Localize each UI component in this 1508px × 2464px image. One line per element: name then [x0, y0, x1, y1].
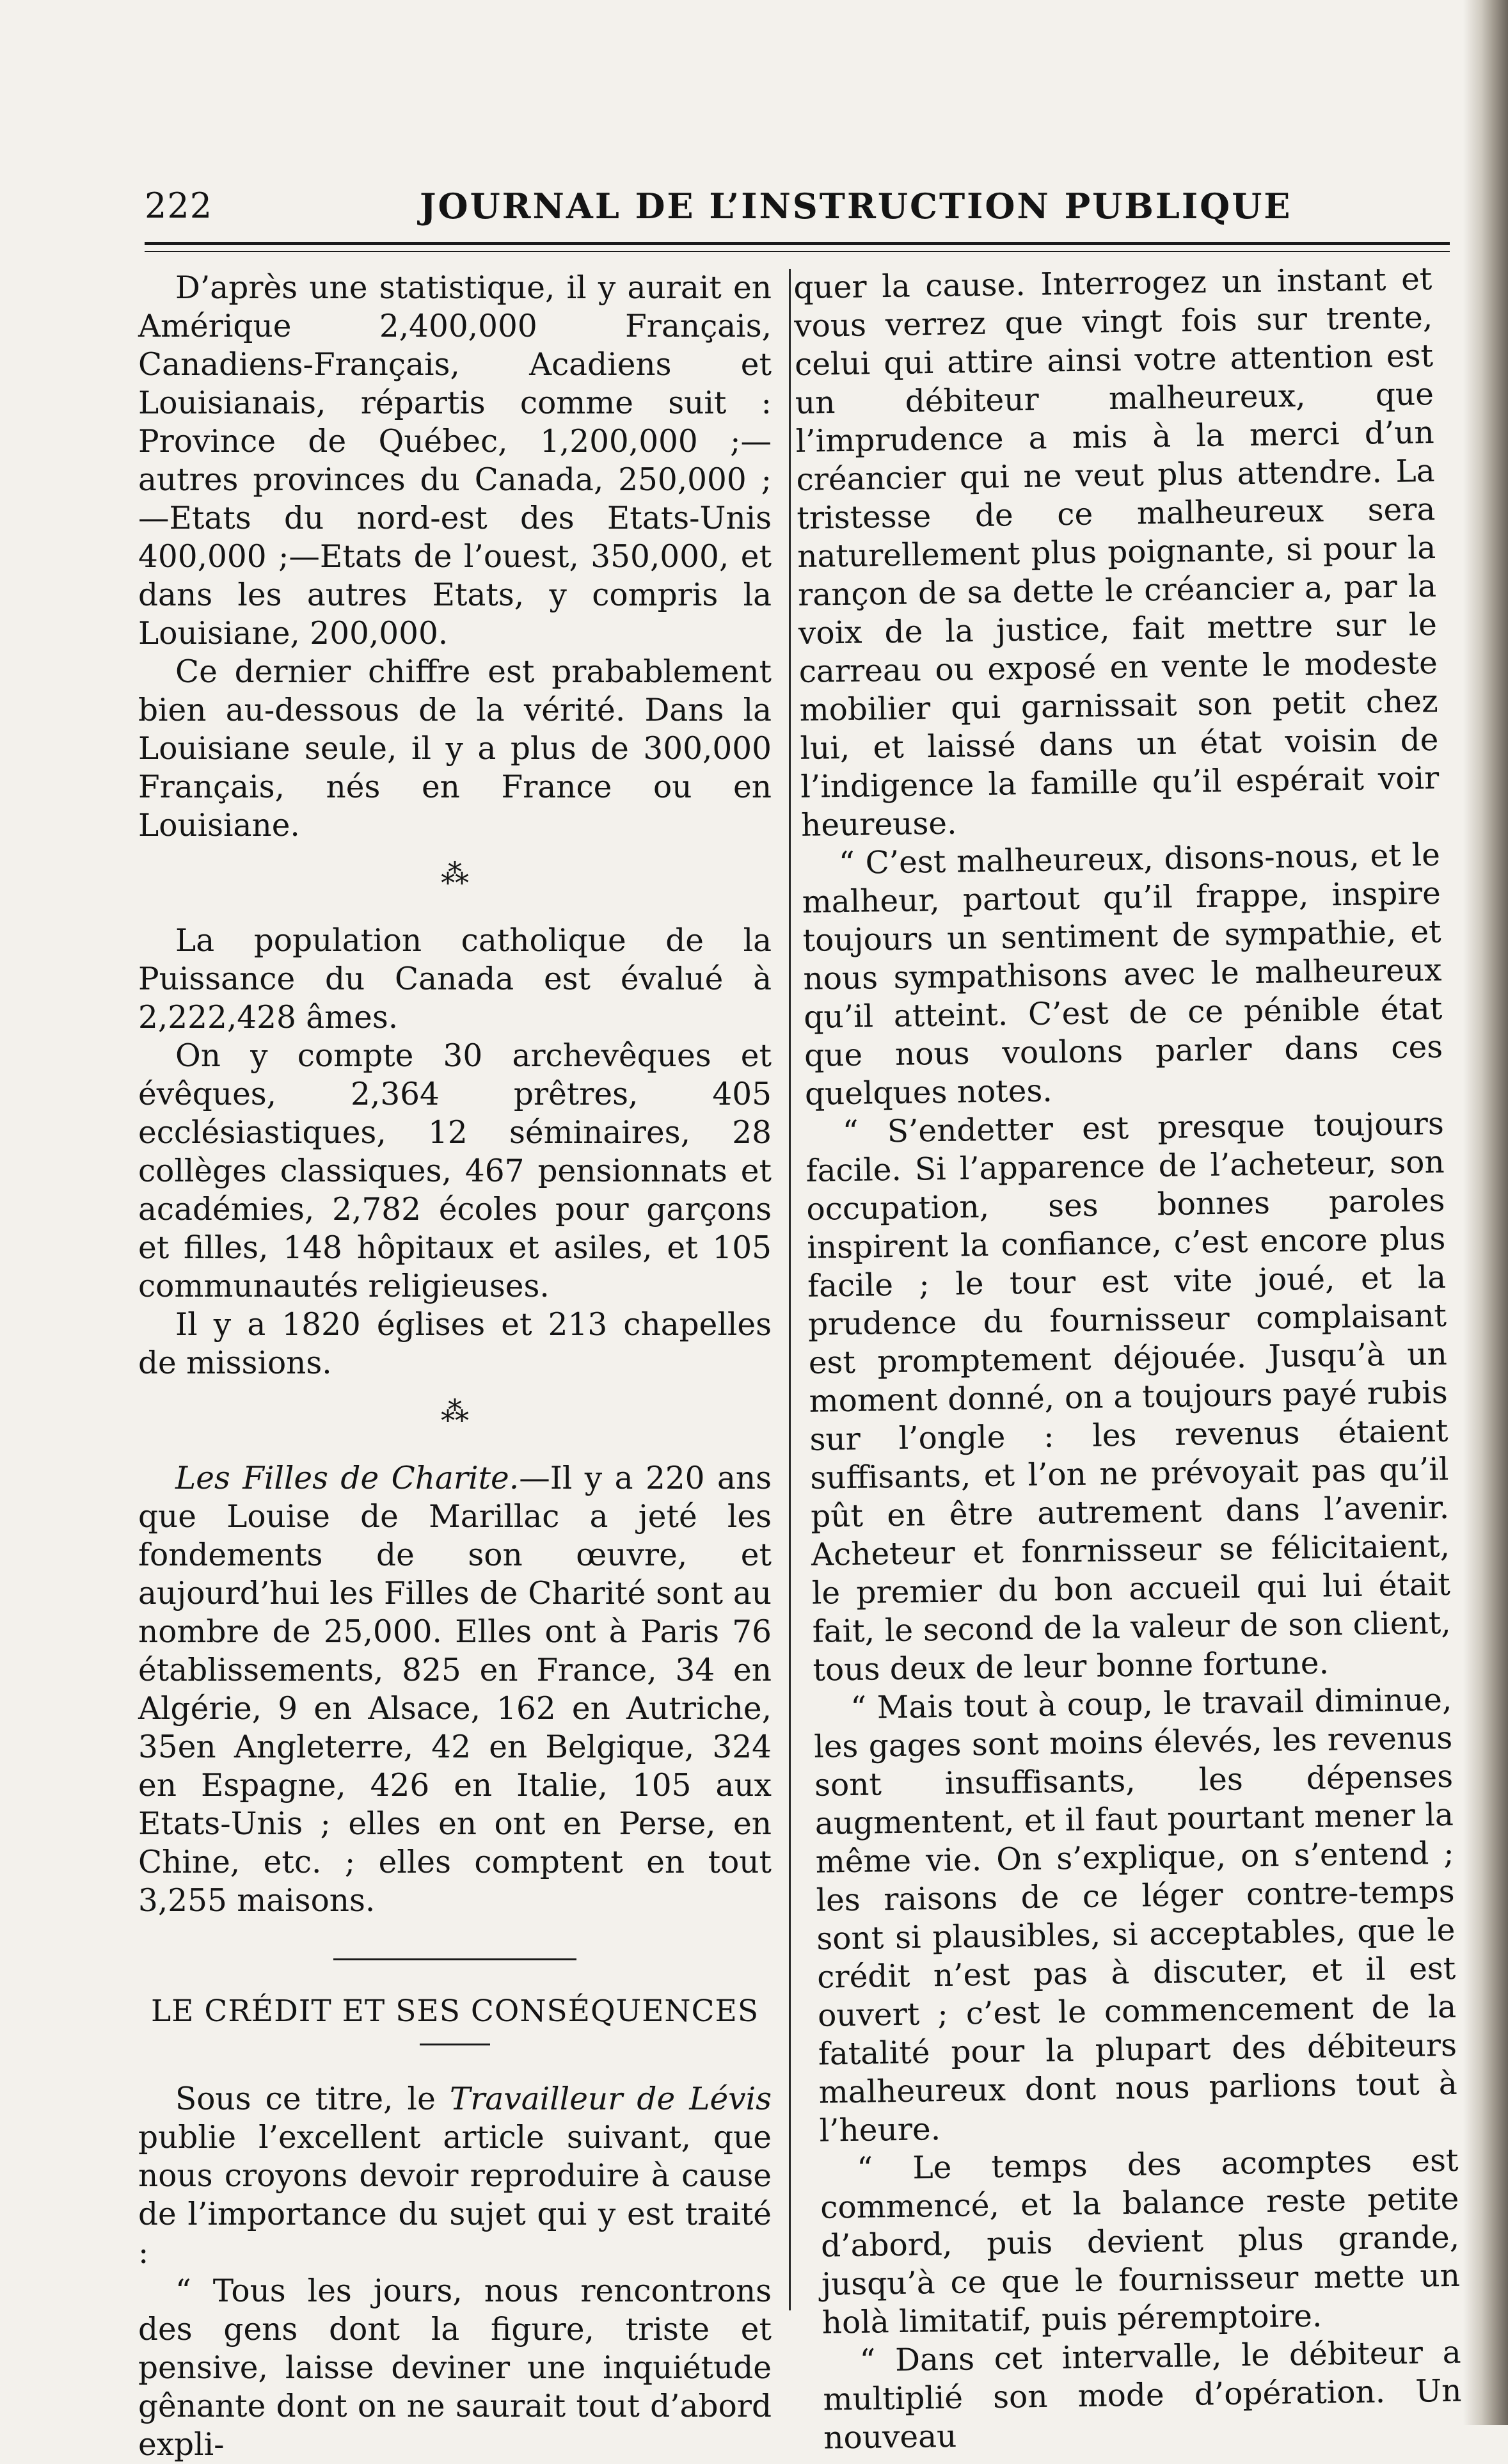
paragraph-debt-easy: “ S’endetter est presque toujours facile. Si l’apparence de l’acheteur, son occupation, ses bonnes paroles inspirent la confiance, c’est encore plus facile ; le tour est vite joué, et la prudence du fournisseur complaisant est promptement déjouée. Jusqu’à un moment donné, on a toujours payé rubis sur l’ongle : les revenus étaient suffisants, et l’on ne prévoyait pas qu’il pût en être autrement dans l’avenir. Acheteur et fonrnisseur se félicitaient, le premier du bon accueil qui lui était fait, le second de la valeur de son client, tous deux de leur bonne fortune. [806, 1105, 1452, 1688]
paragraph-article-start: “ Tous les jours, nous rencontrons des gens dont la figure, triste et pensive, laisse deviner une inquiétude gênante dont on ne saurait tout d’abord expli- [138, 2273, 772, 2463]
asterism-divider: ⁂ [441, 858, 469, 891]
paragraph-statistics: D’après une statistique, il y aurait en Amérique 2,400,000 Français, Canadiens-Français, Acadiens et Louisianais, répartis comme suit : Province de Québec, 1,200,000 ;—autres provinces du Canada, 250,000 ;—Etats du nord-est des Etats-Unis 400,000 ;—Etats de l’ouest, 350,000, et dans les autres Etats, y compris la Louisiane, 200,000. [138, 270, 772, 652]
paragraph-installments: “ Le temps des acomptes est commencé, et la balance reste petite d’abord, puis devient plus grande, jusqu’à ce que le fournisseur mette un holà limitatif, puis péremptoire. [820, 2142, 1461, 2341]
paragraph-debtor: quer la cause. Interrogez un instant et vous verrez que vingt fois sur trente, celui qui attire ainsi votre attention est un débiteur malheureux, que l’imprudence a mis à la merci d’un créancier qui ne veut plus attendre. La tristesse de ce malheureux sera naturellement plus poignante, si pour la rançon de sa dette le créancier a, par la voix de la justice, fait mettre sur le carreau ou exposé en vente le modeste mobilier qui garnissait son petit chez lui, et laissé dans un état voisin de l’indigence la famille qu’il espérait voir heureuse. [793, 261, 1440, 844]
page-number: 222 [145, 186, 213, 226]
intro-text-b: publie l’excellent article suivant, que nous croyons devoir reproduire à cause de l’importance du sujet qui y est traité : [138, 2120, 772, 2271]
left-column [138, 269, 772, 2464]
column-divider [789, 269, 791, 2310]
paragraph-filles-de-charite [138, 1459, 772, 1920]
paragraph-louisiana: Ce dernier chiffre est prabablement bien au-dessous de la vérité. Dans la Louisiane seule, il y a plus de 300,000 Français, nés en France ou en Louisiane. [138, 654, 772, 844]
filles-de-charite-title: Les Filles de Charite. [175, 1460, 520, 1496]
filles-de-charite-text: —Il y a 220 ans que Louise de Marillac a jeté les fondements de son œuvre, et aujourd’hui les Filles de Charité sont au nombre de 25,000. Elles ont à Paris 76 établissements, 825 en France, 34 en Algérie, 9 en Alsace, 162 en Autriche, 35en Angleterre, 42 en Belgique, 324 en Espagne, 426 en Italie, 105 aux Etats-Unis ; elles en ont en Perse, en Chine, etc. ; elles comptent en tout 3,255 maisons. [138, 1460, 772, 1919]
section-rule [333, 1958, 576, 1960]
heading-rule [420, 2044, 490, 2045]
asterism-divider-2: ⁂ [441, 1396, 469, 1428]
header-rule [145, 242, 1450, 245]
running-title: JOURNAL DE L’INSTRUCTION PUBLIQUE [420, 186, 1292, 227]
paragraph-churches: Il y a 1820 églises et 213 chapelles de missions. [138, 1307, 772, 1381]
paragraph-intro [138, 2080, 772, 2272]
travailleur-de-levis-title: Travailleur de Lévis [449, 2081, 772, 2117]
page-header [145, 186, 1392, 237]
paragraph-work-diminishes: “ Mais tout à coup, le travail diminue, les gages sont moins élevés, les revenus sont insuffisants, les dépenses augmentent, et il faut pourtant mener la même vie. On s’explique, on s’entend ; les raisons de ce léger contre-temps sont si plausibles, si acceptables, que le crédit n’est pas à discuter, et il est ouvert ; c’est le commencement de la fatalité pour la plupart des débiteurs malheureux dont nous parlions tout à l’heure. [813, 1681, 1458, 2149]
section-heading: LE CRÉDIT ET SES CONSÉQUENCES [150, 1994, 759, 2029]
page-spine-shadow [1463, 0, 1508, 2425]
paragraph-sympathy: “ C’est malheureux, disons-nous, et le malheur, partout qu’il frappe, inspire toujours un sentiment de sympathie, et nous sympathisons avec le malheureux qu’il atteint. C’est de ce pénible état que nous voulons parler dans ces quelques notes. [802, 836, 1443, 1112]
intro-text-a: Sous ce titre, le [175, 2081, 450, 2117]
paragraph-catholic-population: La population catholique de la Puissance du Canada est évalué à 2,222,428 âmes. [138, 923, 772, 1036]
header-rule-thin [145, 251, 1450, 252]
right-column [793, 260, 1463, 2458]
paragraph-interval: “ Dans cet intervalle, le débiteur a multiplié son mode d’opération. Un nouveau [823, 2334, 1462, 2456]
paragraph-clergy-count: On y compte 30 archevêques et évêques, 2,364 prêtres, 405 ecclésiastiques, 12 séminaires, 28 collèges classiques, 467 pensionnats et académies, 2,782 écoles pour garçons et filles, 148 hôpitaux et asiles, et 105 communautés religieuses. [138, 1038, 772, 1304]
